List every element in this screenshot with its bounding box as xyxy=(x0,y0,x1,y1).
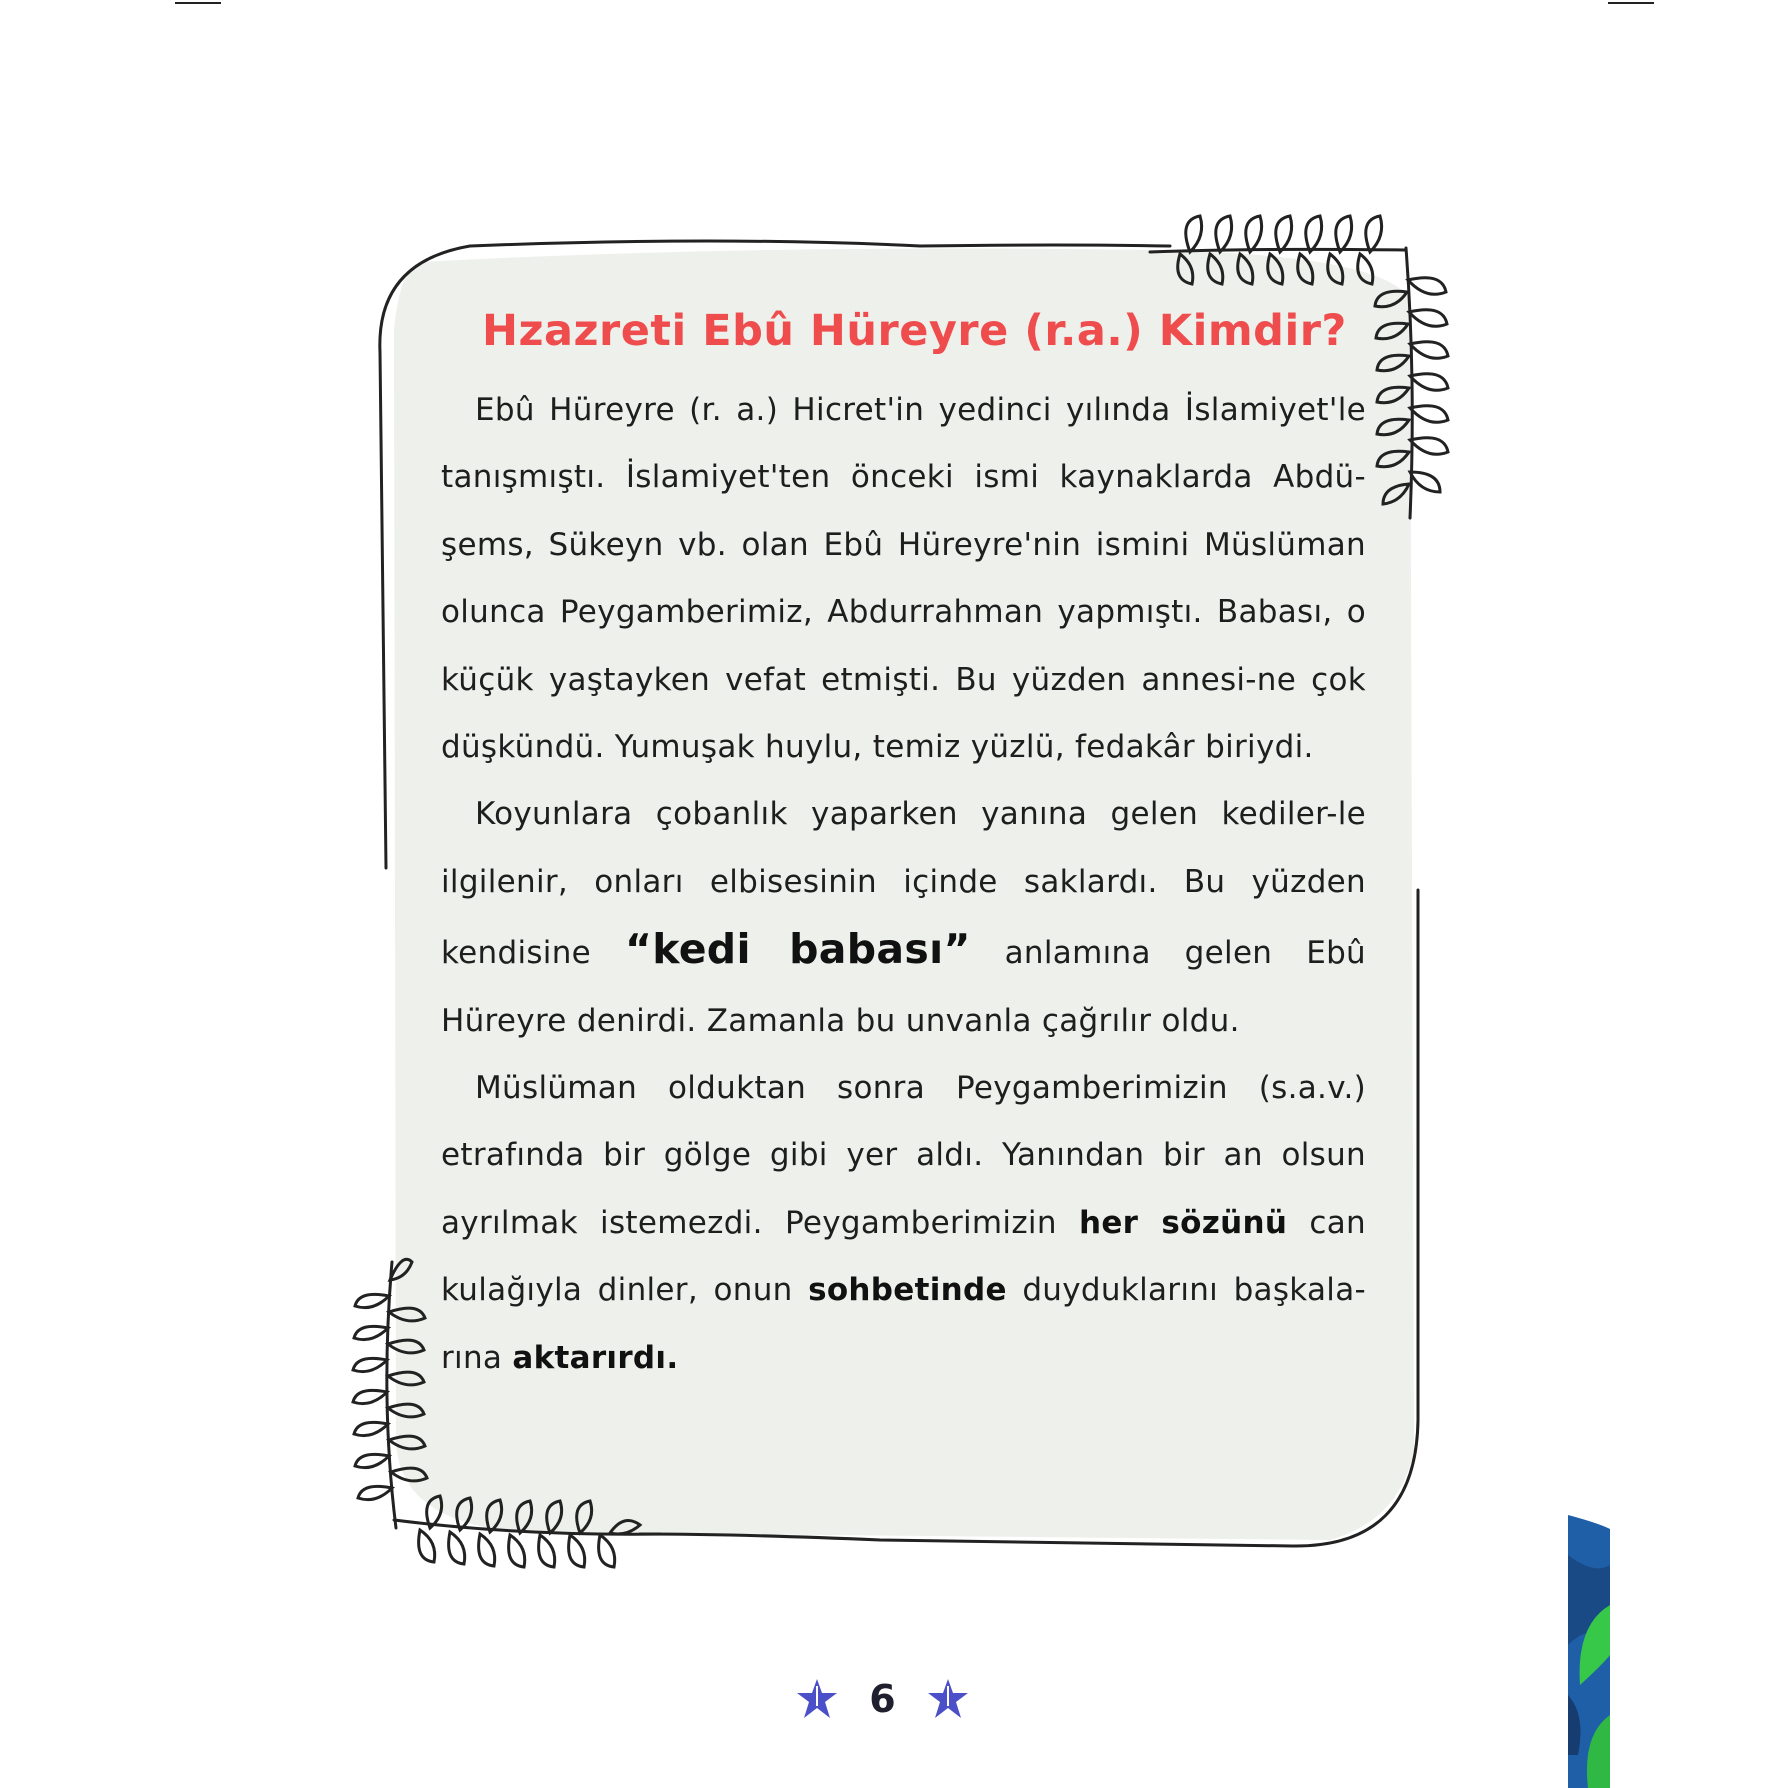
star-icon xyxy=(925,1676,971,1722)
illustration-fragment xyxy=(1568,1515,1610,1788)
paragraph-3-text-a: Müslüman olduktan sonra Peygamberimizin (s.a.v.) etrafında bir gölge gibi yer aldı. Yanından bir an olsun ayrılmak istemezdi. Peygamberimizin xyxy=(441,1070,1366,1241)
highlight-sohbetinde: sohbetinde xyxy=(808,1272,1007,1309)
next-page-illustration-edge xyxy=(1568,1515,1610,1788)
paragraph-3 xyxy=(441,1055,1366,1392)
star-icon xyxy=(794,1676,840,1722)
paragraph-2 xyxy=(441,781,1366,1055)
highlight-kedi-babasi: “kedi babası” xyxy=(624,925,971,974)
highlight-aktarirdi: aktarırdı. xyxy=(512,1339,679,1376)
paragraph-3-text-c: duyduklarını başkala-rına xyxy=(441,1272,1367,1376)
page-number: 6 xyxy=(869,1677,896,1721)
article-body xyxy=(441,377,1366,1392)
paragraph-1 xyxy=(441,377,1366,781)
paragraph-3-text-b: can kulağıyla dinler, onun xyxy=(441,1204,1366,1309)
paragraph-1-text: Ebû Hüreyre (r. a.) Hicret'in yedinci yılında İslamiyet'le tanışmıştı. İslamiyet'ten önceki ismi kaynaklarda Abdü-şems, Sükeyn vb. olan Ebû Hüreyre'nin ismini Müslüman olunca Peygamberimiz, Abdurrahman yapmıştı. Babası, o küçük yaştayken vefat etmişti. Bu yüzden annesi-ne çok düşkündü. Yumuşak huylu, temiz yüzlü, fedakâr biriydi. xyxy=(441,392,1366,766)
paragraph-2-text-a: Koyunlara çobanlık yaparken yanına gelen kediler-le ilgilenir, onları elbisesinin içinde saklardı. Bu yüzden kendisine xyxy=(441,796,1366,972)
highlight-her-sozunu: her sözünü xyxy=(1078,1204,1288,1241)
page-footer xyxy=(0,1676,1765,1722)
article-title: Hzazreti Ebû Hüreyre (r.a.) Kimdir? xyxy=(482,306,1347,356)
paragraph-2-text-b: anlamına gelen Ebû Hüreyre denirdi. Zamanla bu unvanla çağrılır oldu. xyxy=(441,935,1367,1039)
